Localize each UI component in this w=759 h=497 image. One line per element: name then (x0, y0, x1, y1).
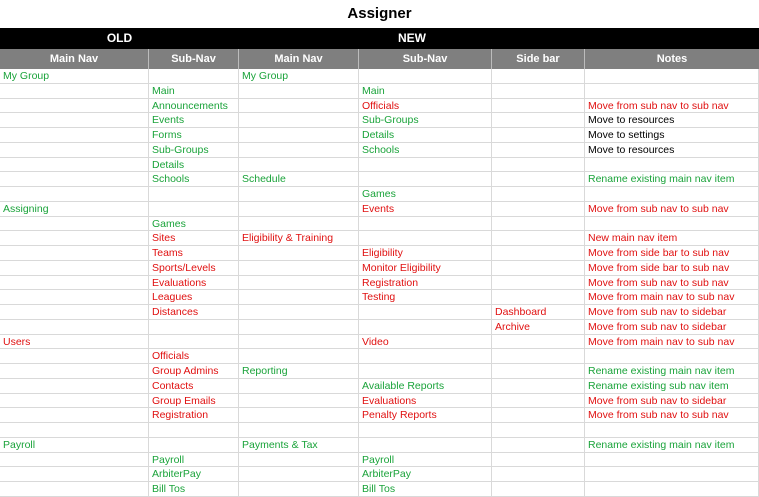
table-row (0, 438, 759, 453)
old-main-nav-cell[interactable] (0, 217, 149, 232)
new-main-nav-cell[interactable]: My Group (239, 69, 359, 84)
group-header-new: NEW (398, 31, 426, 45)
notes-cell[interactable]: Move to resources (585, 143, 759, 158)
table-row (0, 379, 759, 394)
new-sub-nav-cell[interactable]: Monitor Eligibility (359, 261, 492, 276)
side-bar-cell[interactable] (492, 467, 585, 482)
old-main-nav-cell[interactable] (0, 99, 149, 114)
new-sub-nav-cell[interactable] (359, 231, 492, 246)
new-main-nav-cell[interactable] (239, 128, 359, 143)
table-row (0, 246, 759, 261)
side-bar-cell[interactable] (492, 202, 585, 217)
old-main-nav-cell[interactable] (0, 453, 149, 468)
notes-cell[interactable]: Move from main nav to sub nav (585, 290, 759, 305)
table-row (0, 290, 759, 305)
table-row (0, 453, 759, 468)
old-sub-nav-cell[interactable] (149, 69, 239, 84)
new-main-nav-cell[interactable] (239, 320, 359, 335)
table-row (0, 158, 759, 173)
new-sub-nav-cell[interactable] (359, 349, 492, 364)
notes-cell[interactable]: Move from sub nav to sub nav (585, 408, 759, 423)
table-row (0, 467, 759, 482)
table-row (0, 172, 759, 187)
table-row (0, 320, 759, 335)
mapping-table (0, 69, 759, 497)
notes-cell[interactable]: Rename existing sub nav item (585, 379, 759, 394)
old-sub-nav-cell[interactable]: Sports/Levels (149, 261, 239, 276)
notes-cell[interactable]: Move to resources (585, 113, 759, 128)
new-sub-nav-cell[interactable]: Schools (359, 143, 492, 158)
old-sub-nav-cell[interactable]: Main (149, 84, 239, 99)
side-bar-cell[interactable] (492, 408, 585, 423)
new-main-nav-cell[interactable] (239, 408, 359, 423)
new-sub-nav-cell[interactable]: Available Reports (359, 379, 492, 394)
side-bar-cell[interactable] (492, 482, 585, 497)
table-row (0, 349, 759, 364)
old-main-nav-cell[interactable]: My Group (0, 69, 149, 84)
old-sub-nav-cell[interactable]: Group Emails (149, 394, 239, 409)
table-row (0, 84, 759, 99)
old-main-nav-cell[interactable] (0, 379, 149, 394)
notes-cell[interactable]: Move from sub nav to sub nav (585, 99, 759, 114)
notes-cell[interactable] (585, 467, 759, 482)
side-bar-cell[interactable] (492, 143, 585, 158)
new-sub-nav-cell[interactable]: Events (359, 202, 492, 217)
new-sub-nav-cell[interactable] (359, 364, 492, 379)
new-main-nav-cell[interactable] (239, 394, 359, 409)
notes-cell[interactable]: Move from sub nav to sidebar (585, 394, 759, 409)
new-main-nav-cell[interactable] (239, 467, 359, 482)
old-main-nav-cell[interactable] (0, 467, 149, 482)
new-sub-nav-cell[interactable] (359, 320, 492, 335)
new-sub-nav-cell[interactable]: ArbiterPay (359, 467, 492, 482)
old-main-nav-cell[interactable] (0, 158, 149, 173)
notes-cell[interactable]: Move from sub nav to sub nav (585, 276, 759, 291)
new-sub-nav-cell[interactable]: Penalty Reports (359, 408, 492, 423)
column-header-old-sub-nav[interactable]: Sub-Nav (149, 49, 239, 69)
group-header-row (0, 28, 759, 49)
old-main-nav-cell[interactable] (0, 187, 149, 202)
old-main-nav-cell[interactable] (0, 305, 149, 320)
old-sub-nav-cell[interactable]: ArbiterPay (149, 467, 239, 482)
table-row (0, 394, 759, 409)
side-bar-cell[interactable] (492, 394, 585, 409)
old-main-nav-cell[interactable] (0, 320, 149, 335)
table-row (0, 187, 759, 202)
side-bar-cell[interactable] (492, 246, 585, 261)
side-bar-cell[interactable] (492, 261, 585, 276)
new-main-nav-cell[interactable] (239, 482, 359, 497)
new-sub-nav-cell[interactable] (359, 158, 492, 173)
new-sub-nav-cell[interactable] (359, 69, 492, 84)
new-main-nav-cell[interactable] (239, 202, 359, 217)
old-main-nav-cell[interactable] (0, 364, 149, 379)
side-bar-cell[interactable] (492, 335, 585, 350)
old-sub-nav-cell[interactable]: Bill Tos (149, 482, 239, 497)
old-sub-nav-cell[interactable]: Forms (149, 128, 239, 143)
old-sub-nav-cell[interactable] (149, 320, 239, 335)
table-row (0, 276, 759, 291)
side-bar-cell[interactable] (492, 423, 585, 438)
table-row (0, 408, 759, 423)
new-sub-nav-cell[interactable]: Evaluations (359, 394, 492, 409)
old-main-nav-cell[interactable] (0, 231, 149, 246)
new-sub-nav-cell[interactable]: Officials (359, 99, 492, 114)
table-row (0, 217, 759, 232)
old-sub-nav-cell[interactable]: Evaluations (149, 276, 239, 291)
notes-cell[interactable] (585, 158, 759, 173)
sheet-title: Assigner (0, 0, 759, 29)
new-sub-nav-cell[interactable]: Main (359, 84, 492, 99)
new-main-nav-cell[interactable] (239, 187, 359, 202)
side-bar-cell[interactable] (492, 172, 585, 187)
old-main-nav-cell[interactable] (0, 276, 149, 291)
new-main-nav-cell[interactable] (239, 217, 359, 232)
group-header-old: OLD (106, 31, 133, 45)
new-sub-nav-cell[interactable]: Registration (359, 276, 492, 291)
side-bar-cell[interactable] (492, 217, 585, 232)
new-main-nav-cell[interactable] (239, 305, 359, 320)
notes-cell[interactable]: Move from side bar to sub nav (585, 261, 759, 276)
old-main-nav-cell[interactable] (0, 408, 149, 423)
new-main-nav-cell[interactable] (239, 99, 359, 114)
notes-cell[interactable] (585, 69, 759, 84)
old-main-nav-cell[interactable] (0, 482, 149, 497)
side-bar-cell[interactable] (492, 187, 585, 202)
old-main-nav-cell[interactable] (0, 423, 149, 438)
side-bar-cell[interactable] (492, 231, 585, 246)
new-main-nav-cell[interactable] (239, 349, 359, 364)
notes-cell[interactable]: Move from sub nav to sidebar (585, 305, 759, 320)
old-main-nav-cell[interactable] (0, 128, 149, 143)
new-main-nav-cell[interactable]: Eligibility & Training (239, 231, 359, 246)
new-sub-nav-cell[interactable]: Bill Tos (359, 482, 492, 497)
old-sub-nav-cell[interactable]: Distances (149, 305, 239, 320)
side-bar-cell[interactable] (492, 438, 585, 453)
new-main-nav-cell[interactable]: Schedule (239, 172, 359, 187)
new-main-nav-cell[interactable] (239, 453, 359, 468)
old-sub-nav-cell[interactable]: Schools (149, 172, 239, 187)
new-sub-nav-cell[interactable]: Eligibility (359, 246, 492, 261)
side-bar-cell[interactable] (492, 84, 585, 99)
old-sub-nav-cell[interactable]: Leagues (149, 290, 239, 305)
new-sub-nav-cell[interactable]: Video (359, 335, 492, 350)
side-bar-cell[interactable]: Dashboard (492, 305, 585, 320)
side-bar-cell[interactable] (492, 364, 585, 379)
notes-cell[interactable] (585, 349, 759, 364)
notes-cell[interactable] (585, 84, 759, 99)
new-sub-nav-cell[interactable]: Games (359, 187, 492, 202)
new-sub-nav-cell[interactable]: Details (359, 128, 492, 143)
notes-cell[interactable] (585, 453, 759, 468)
new-main-nav-cell[interactable] (239, 158, 359, 173)
old-main-nav-cell[interactable] (0, 290, 149, 305)
new-main-nav-cell[interactable] (239, 84, 359, 99)
notes-cell[interactable]: Move from sub nav to sub nav (585, 202, 759, 217)
new-sub-nav-cell[interactable] (359, 172, 492, 187)
notes-cell[interactable]: New main nav item (585, 231, 759, 246)
new-main-nav-cell[interactable] (239, 290, 359, 305)
new-main-nav-cell[interactable] (239, 423, 359, 438)
table-row (0, 423, 759, 438)
column-header-row (0, 49, 759, 69)
old-main-nav-cell[interactable] (0, 172, 149, 187)
side-bar-cell[interactable] (492, 158, 585, 173)
old-sub-nav-cell[interactable]: Games (149, 217, 239, 232)
side-bar-cell[interactable] (492, 113, 585, 128)
notes-cell[interactable]: Move from sub nav to sidebar (585, 320, 759, 335)
old-main-nav-cell[interactable]: Assigning (0, 202, 149, 217)
new-main-nav-cell[interactable] (239, 113, 359, 128)
new-main-nav-cell[interactable] (239, 261, 359, 276)
new-sub-nav-cell[interactable] (359, 305, 492, 320)
table-row (0, 364, 759, 379)
table-row (0, 143, 759, 158)
new-main-nav-cell[interactable] (239, 143, 359, 158)
old-sub-nav-cell[interactable]: Officials (149, 349, 239, 364)
table-row (0, 305, 759, 320)
side-bar-cell[interactable] (492, 349, 585, 364)
notes-cell[interactable]: Rename existing main nav item (585, 438, 759, 453)
notes-cell[interactable] (585, 217, 759, 232)
side-bar-cell[interactable]: Archive (492, 320, 585, 335)
table-row (0, 202, 759, 217)
column-header-new-main-nav[interactable]: Main Nav (239, 49, 359, 69)
new-main-nav-cell[interactable] (239, 276, 359, 291)
notes-cell[interactable]: Move to settings (585, 128, 759, 143)
old-sub-nav-cell[interactable]: Contacts (149, 379, 239, 394)
side-bar-cell[interactable] (492, 99, 585, 114)
old-main-nav-cell[interactable] (0, 261, 149, 276)
old-sub-nav-cell[interactable]: Sub-Groups (149, 143, 239, 158)
old-sub-nav-cell[interactable]: Teams (149, 246, 239, 261)
notes-cell[interactable] (585, 482, 759, 497)
table-row (0, 128, 759, 143)
new-sub-nav-cell[interactable]: Testing (359, 290, 492, 305)
old-main-nav-cell[interactable] (0, 84, 149, 99)
new-main-nav-cell[interactable] (239, 379, 359, 394)
new-main-nav-cell[interactable] (239, 335, 359, 350)
old-sub-nav-cell[interactable]: Details (149, 158, 239, 173)
table-row (0, 99, 759, 114)
old-main-nav-cell[interactable] (0, 113, 149, 128)
column-header-notes[interactable]: Notes (656, 53, 688, 65)
side-bar-cell[interactable] (492, 290, 585, 305)
table-row (0, 482, 759, 497)
old-main-nav-cell[interactable]: Users (0, 335, 149, 350)
old-main-nav-cell[interactable] (0, 349, 149, 364)
old-sub-nav-cell[interactable] (149, 187, 239, 202)
old-sub-nav-cell[interactable] (149, 438, 239, 453)
old-sub-nav-cell[interactable]: Payroll (149, 453, 239, 468)
table-row (0, 113, 759, 128)
new-sub-nav-cell[interactable] (359, 423, 492, 438)
column-header-new-sub-nav[interactable]: Sub-Nav (359, 49, 492, 69)
notes-cell[interactable]: Rename existing main nav item (585, 172, 759, 187)
side-bar-cell[interactable] (492, 69, 585, 84)
old-main-nav-cell[interactable] (0, 394, 149, 409)
old-sub-nav-cell[interactable]: Group Admins (149, 364, 239, 379)
table-row (0, 69, 759, 84)
side-bar-cell[interactable] (492, 128, 585, 143)
old-sub-nav-cell[interactable]: Events (149, 113, 239, 128)
notes-cell[interactable] (585, 423, 759, 438)
new-main-nav-cell[interactable]: Reporting (239, 364, 359, 379)
new-main-nav-cell[interactable]: Payments & Tax (239, 438, 359, 453)
new-main-nav-cell[interactable] (239, 246, 359, 261)
old-main-nav-cell[interactable] (0, 246, 149, 261)
table-row (0, 231, 759, 246)
old-sub-nav-cell[interactable]: Registration (149, 408, 239, 423)
side-bar-cell[interactable] (492, 276, 585, 291)
old-main-nav-cell[interactable] (0, 143, 149, 158)
notes-cell[interactable]: Rename existing main nav item (585, 364, 759, 379)
old-sub-nav-cell[interactable]: Sites (149, 231, 239, 246)
old-sub-nav-cell[interactable] (149, 202, 239, 217)
new-sub-nav-cell[interactable]: Payroll (359, 453, 492, 468)
table-row (0, 335, 759, 350)
table-row (0, 261, 759, 276)
notes-cell[interactable]: Move from main nav to sub nav (585, 335, 759, 350)
side-bar-cell[interactable] (492, 453, 585, 468)
old-sub-nav-cell[interactable] (149, 335, 239, 350)
old-sub-nav-cell[interactable] (149, 423, 239, 438)
notes-cell[interactable] (585, 187, 759, 202)
old-sub-nav-cell[interactable]: Announcements (149, 99, 239, 114)
new-sub-nav-cell[interactable] (359, 217, 492, 232)
new-sub-nav-cell[interactable] (359, 438, 492, 453)
notes-cell[interactable]: Move from side bar to sub nav (585, 246, 759, 261)
new-sub-nav-cell[interactable]: Sub-Groups (359, 113, 492, 128)
old-main-nav-cell[interactable]: Payroll (0, 438, 149, 453)
side-bar-cell[interactable] (492, 379, 585, 394)
column-header-old-main-nav[interactable]: Main Nav (0, 49, 149, 69)
column-header-side-bar[interactable]: Side bar (492, 49, 585, 69)
